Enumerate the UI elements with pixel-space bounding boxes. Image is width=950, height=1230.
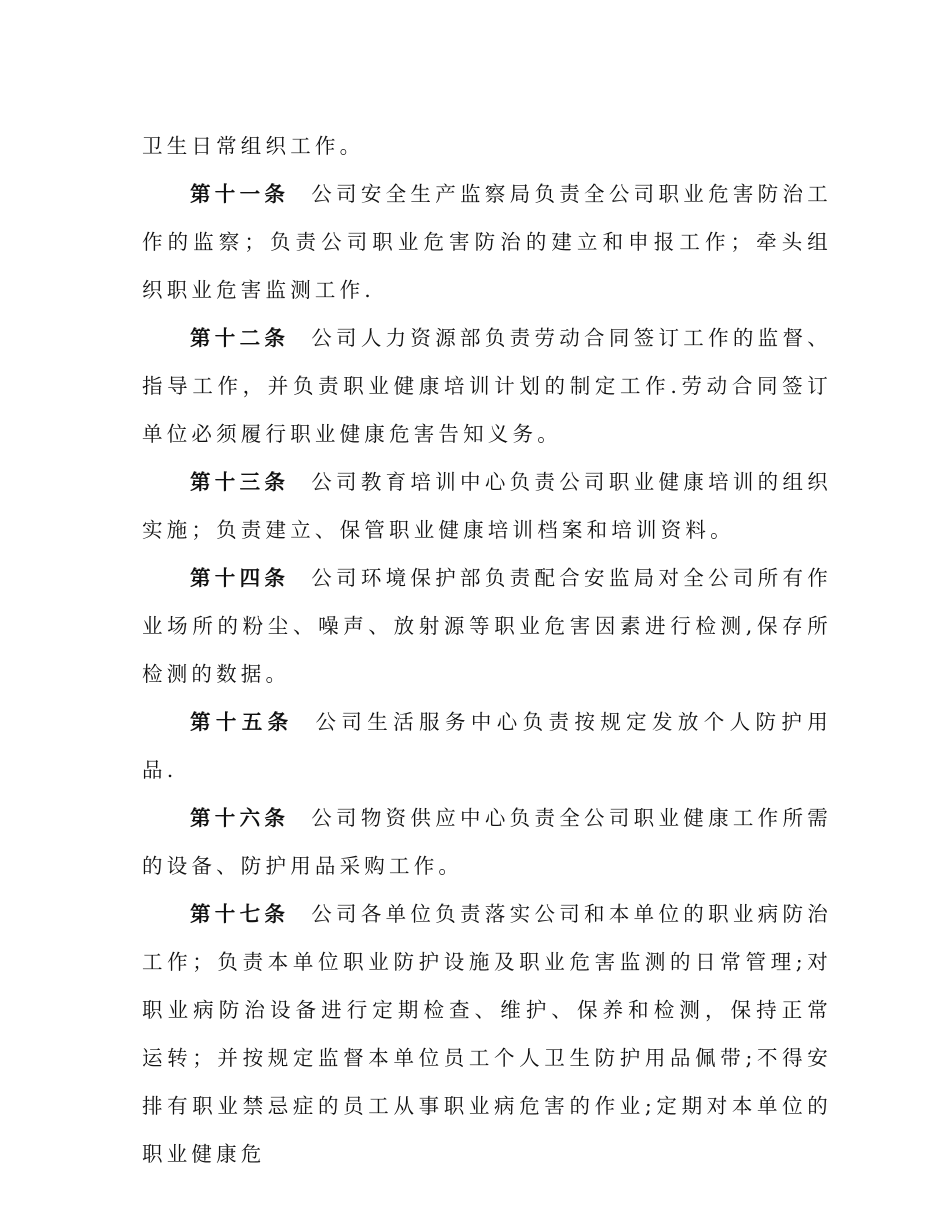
article-label: 第十二条 — [190, 326, 290, 350]
article-11 — [142, 170, 832, 314]
article-label: 第十六条 — [190, 806, 290, 830]
article-16 — [142, 794, 832, 890]
continuation-paragraph: 卫生日常组织工作。 — [142, 134, 365, 158]
article-text: 公司人力资源部负责劳动合同签订工作的监督、指导工作，并负责职业健康培训计划的制定工作.劳动合同签订单位必须履行职业健康危害告知义务。 — [142, 326, 832, 446]
article-text: 公司教育培训中心负责公司职业健康培训的组织实施；负责建立、保管职业健康培训档案和培训资料。 — [142, 470, 832, 542]
article-text: 公司生活服务中心负责按规定发放个人防护用品. — [142, 710, 832, 782]
article-text: 公司物资供应中心负责全公司职业健康工作所需的设备、防护用品采购工作。 — [142, 806, 832, 878]
article-label: 第十三条 — [190, 470, 290, 494]
article-text: 公司环境保护部负责配合安监局对全公司所有作业场所的粉尘、噪声、放射源等职业危害因素进行检测,保存所检测的数据。 — [142, 566, 832, 686]
article-text: 公司各单位负责落实公司和本单位的职业病防治工作；负责本单位职业防护设施及职业危害监测的日常管理;对职业病防治设备进行定期检查、维护、保养和检测，保持正常运转；并按规定监督本单位员工个人卫生防护用品佩带;不得安排有职业禁忌症的员工从事职业病危害的作业;定期对本单位的职业健康危 — [142, 902, 832, 1166]
article-13 — [142, 458, 832, 554]
article-14 — [142, 554, 832, 698]
article-17 — [142, 890, 832, 1178]
article-label: 第十一条 — [190, 182, 290, 206]
article-label: 第十四条 — [190, 566, 290, 590]
article-12 — [142, 314, 832, 458]
article-text: 公司安全生产监察局负责全公司职业危害防治工作的监察；负责公司职业危害防治的建立和申报工作；牵头组织职业危害监测工作. — [142, 182, 832, 302]
article-15 — [142, 698, 832, 794]
article-label: 第十五条 — [190, 710, 294, 734]
article-label: 第十七条 — [190, 902, 290, 926]
document-page — [142, 122, 832, 1178]
